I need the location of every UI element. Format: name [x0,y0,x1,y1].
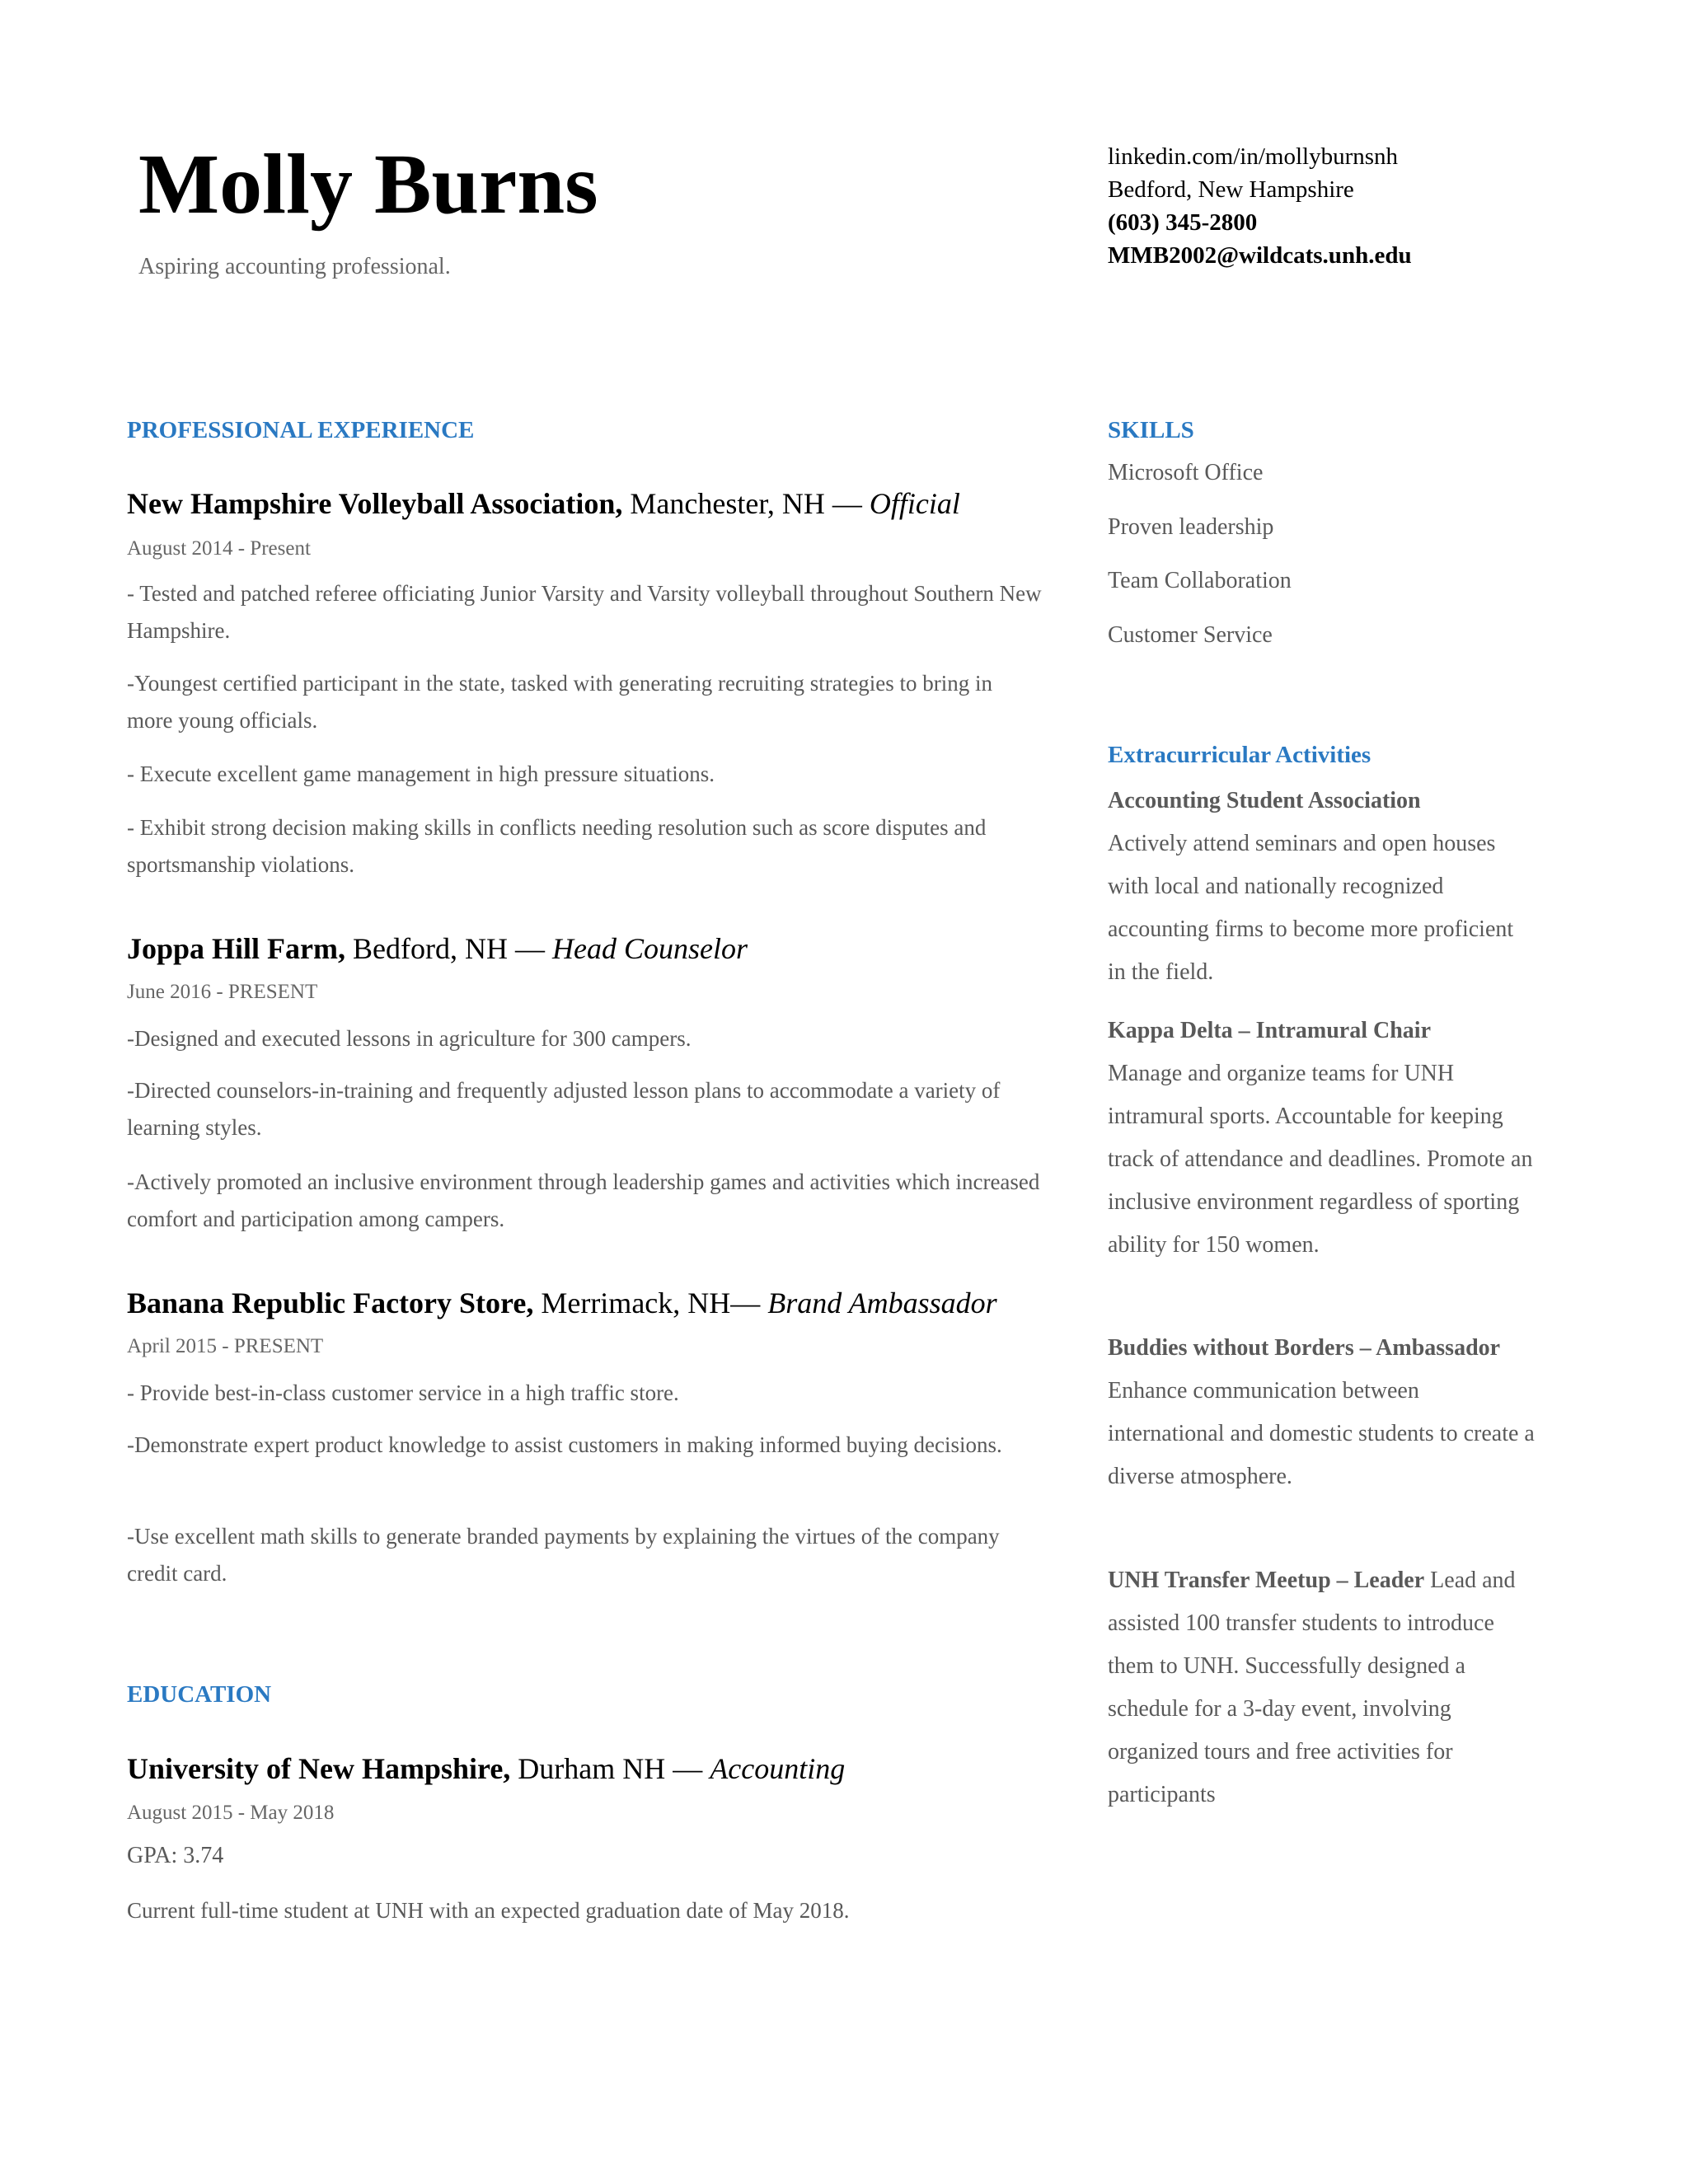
skill-item: Proven leadership [1108,514,1274,540]
job-bullet: - Execute excellent game management in high pressure situations. [127,762,715,786]
skills-heading: SKILLS [1108,417,1194,443]
job-org: New Hampshire Volleyball Association, [127,487,623,520]
job-role: Brand Ambassador [767,1286,997,1319]
education-heading: EDUCATION [127,1681,272,1708]
degree-field: Accounting [710,1752,846,1785]
skill-item: Microsoft Office [1108,460,1264,485]
job-role: Official [869,487,960,520]
candidate-name: Molly Burns [138,137,598,232]
job-bullet: -Actively promoted an inclusive environment through leadership games and activities which increased comfort and participation among campers. [127,1169,1040,1231]
job-bullet: -Demonstrate expert product knowledge to assist customers in making informed buying decisions. [127,1432,1002,1457]
job-role: Head Counselor [551,932,748,965]
activity-item [1108,1010,1536,1267]
job-dates: August 2014 - Present [127,537,311,560]
job-bullet: - Exhibit strong decision making skills in conflicts needing resolution such as score disputes and sportsmanship violations. [127,815,987,877]
job-location: Manchester, NH — [622,487,870,520]
school-location: Durham NH — [510,1752,710,1785]
activity-body: Enhance communication between international and domestic students to create a diverse atmosphere. [1108,1378,1535,1489]
education-note: Current full-time student at UNH with an expected graduation date of May 2018. [127,1898,850,1923]
school-name: University of New Hampshire, [127,1752,511,1785]
activity-item [1108,780,1536,994]
job-dates: April 2015 - PRESENT [127,1335,324,1357]
job-title-2 [127,933,748,966]
job-title-3 [127,1287,997,1320]
experience-heading: PROFESSIONAL EXPERIENCE [127,417,475,443]
skill-item: Team Collaboration [1108,568,1292,593]
job-bullet: -Designed and executed lessons in agriculture for 300 campers. [127,1026,692,1051]
job-bullet: - Tested and patched referee officiating Junior Varsity and Varsity volleyball throughout Southern New Hampshire. [127,581,1042,643]
activity-title: Accounting Student Association [1108,788,1421,813]
activities-heading: Extracurricular Activities [1108,742,1372,768]
education-dates: August 2015 - May 2018 [127,1802,335,1824]
phone-number: (603) 345-2800 [1108,209,1258,236]
job-bullet: -Use excellent math skills to generate branded payments by explaining the virtues of the company credit card. [127,1524,1000,1586]
activity-item [1108,1327,1536,1498]
activity-title: UNH Transfer Meetup – Leader [1108,1568,1425,1593]
job-org: Banana Republic Factory Store, [127,1286,534,1319]
skill-item: Customer Service [1108,622,1273,648]
linkedin-url[interactable]: linkedin.com/in/mollyburnsnh [1108,143,1399,170]
gpa: GPA: 3.74 [127,1843,224,1868]
education-title [127,1753,845,1786]
email-address[interactable]: MMB2002@wildcats.unh.edu [1108,242,1412,269]
activity-body: Actively attend seminars and open houses with local and nationally recognized accounting firms to become more proficient in the field. [1108,831,1514,985]
job-org: Joppa Hill Farm, [127,932,346,965]
contact-block [1108,140,1635,272]
job-dates: June 2016 - PRESENT [127,981,318,1003]
job-location: Merrimack, NH— [533,1286,768,1319]
activity-body: Manage and organize teams for UNH intramural sports. Accountable for keeping track of attendance and deadlines. Promote an inclusive environment regardless of sporting ability for 150 women. [1108,1061,1533,1258]
job-bullet: -Youngest certified participant in the state, tasked with generating recruiting strategies to bring in more young officials. [127,671,992,733]
activity-title: Buddies without Borders – Ambassador [1108,1335,1501,1361]
location: Bedford, New Hampshire [1108,176,1354,203]
job-title-1 [127,488,960,521]
activity-item [1108,1559,1536,1816]
tagline: Aspiring accounting professional. [138,254,451,279]
job-bullet: -Directed counselors-in-training and frequently adjusted lesson plans to accommodate a variety of learning styles. [127,1078,1001,1140]
activity-title: Kappa Delta – Intramural Chair [1108,1018,1431,1043]
activity-body: Lead and assisted 100 transfer students to introduce them to UNH. Successfully designed a schedule for a 3-day event, involving organized tours and free activities for participants [1108,1568,1516,1807]
job-location: Bedford, NH — [345,932,552,965]
job-bullet: - Provide best-in-class customer service in a high traffic store. [127,1380,679,1405]
